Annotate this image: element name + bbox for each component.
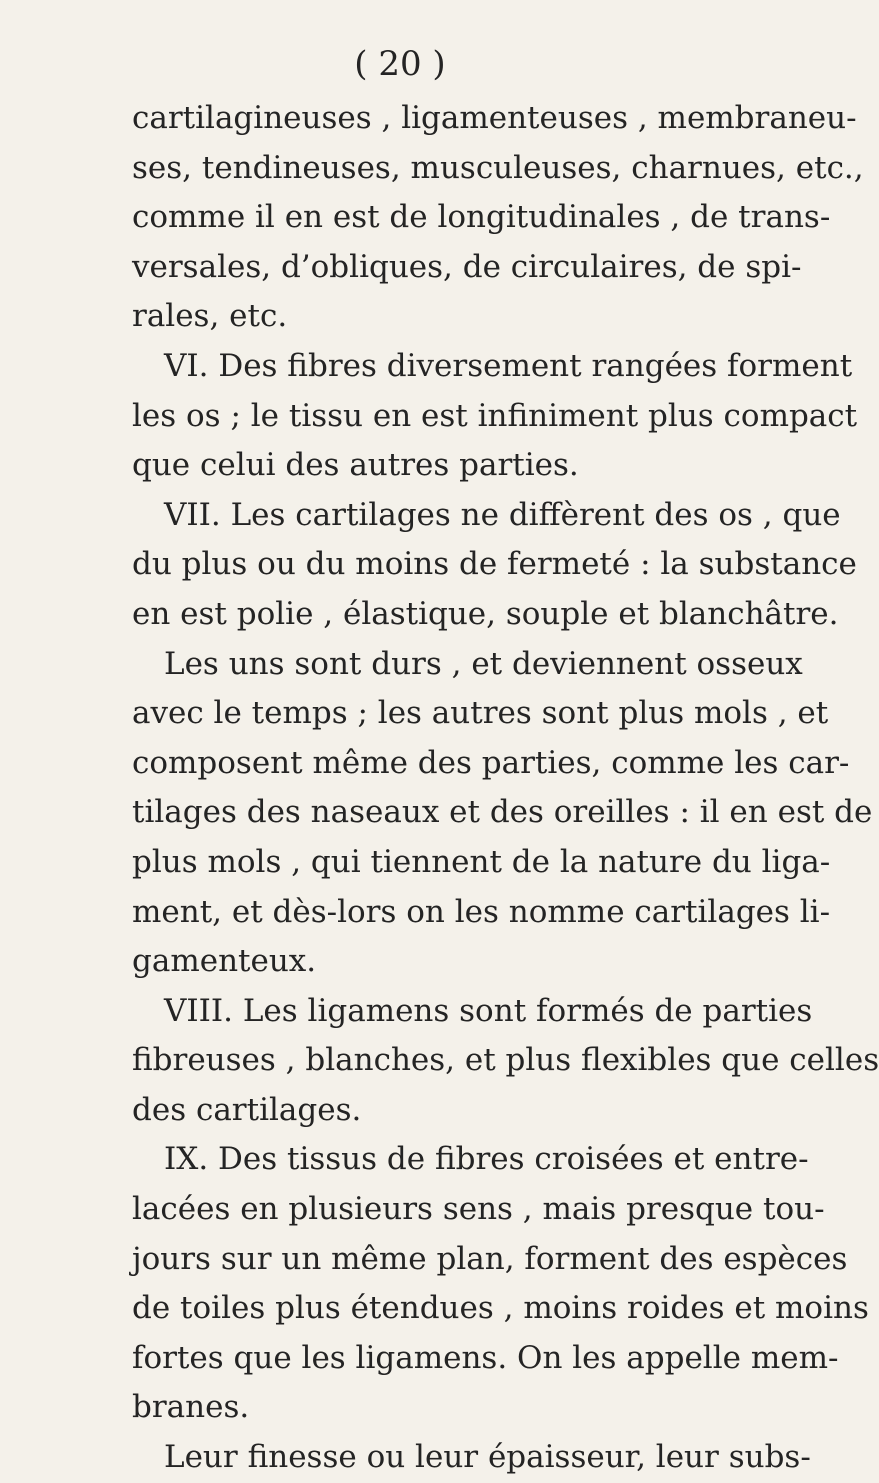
text-line: branes. [132, 1389, 250, 1426]
text-line: ment, et dès-lors on les nomme cartilages li- [132, 893, 831, 930]
text-line: IX. Des tissus de fibres croisées et entre- [164, 1141, 809, 1178]
text-line: des cartilages. [132, 1091, 362, 1128]
text-line: avec le temps ; les autres sont plus mols , et [132, 695, 829, 732]
text-line: tilages des naseaux et des oreilles : il en est de [132, 794, 873, 831]
text-line: versales, d’obliques, de circulaires, de spi- [132, 248, 802, 285]
text-line: comme il en est de longitudinales , de trans- [132, 199, 831, 236]
text-line: VII. Les cartilages ne diffèrent des os , que [164, 496, 841, 533]
text-line: en est polie , élastique, souple et blanchâtre. [132, 595, 839, 632]
text-line: rales, etc. [132, 298, 288, 335]
text-line: fortes que les ligamens. On les appelle mem- [132, 1339, 839, 1376]
text-line: du plus ou du moins de fermeté : la substance [132, 546, 857, 583]
text-line: cartilagineuses , ligamenteuses , membraneu- [132, 100, 857, 136]
text-line: les os ; le tissu en est infiniment plus compact [132, 397, 858, 434]
text-line: ses, tendineuses, musculeuses, charnues, etc., [132, 149, 864, 186]
text-line: que celui des autres parties. [132, 447, 579, 484]
text-line: de toiles plus étendues , moins roides et moins [132, 1290, 869, 1327]
text-line: fibreuses , blanches, et plus flexibles que celles [132, 1042, 879, 1079]
text-line: lacées en plusieurs sens , mais presque tou- [132, 1191, 825, 1228]
text-line: VIII. Les ligamens sont formés de parties [164, 992, 813, 1029]
page-number: ( 20 ) [354, 44, 446, 84]
text-line: Les uns sont durs , et deviennent osseux [164, 645, 803, 682]
text-line: VI. Des fibres diversement rangées forment [164, 347, 853, 384]
text-line: plus mols , qui tiennent de la nature du liga- [132, 843, 831, 880]
text-line: Leur finesse ou leur épaisseur, leur subs- [164, 1439, 811, 1476]
text-line: gamenteux. [132, 943, 317, 980]
text-line: composent même des parties, comme les car- [132, 744, 850, 781]
text-line: jours sur un même plan, forment des espèces [132, 1240, 848, 1277]
body-text [132, 94, 879, 1483]
